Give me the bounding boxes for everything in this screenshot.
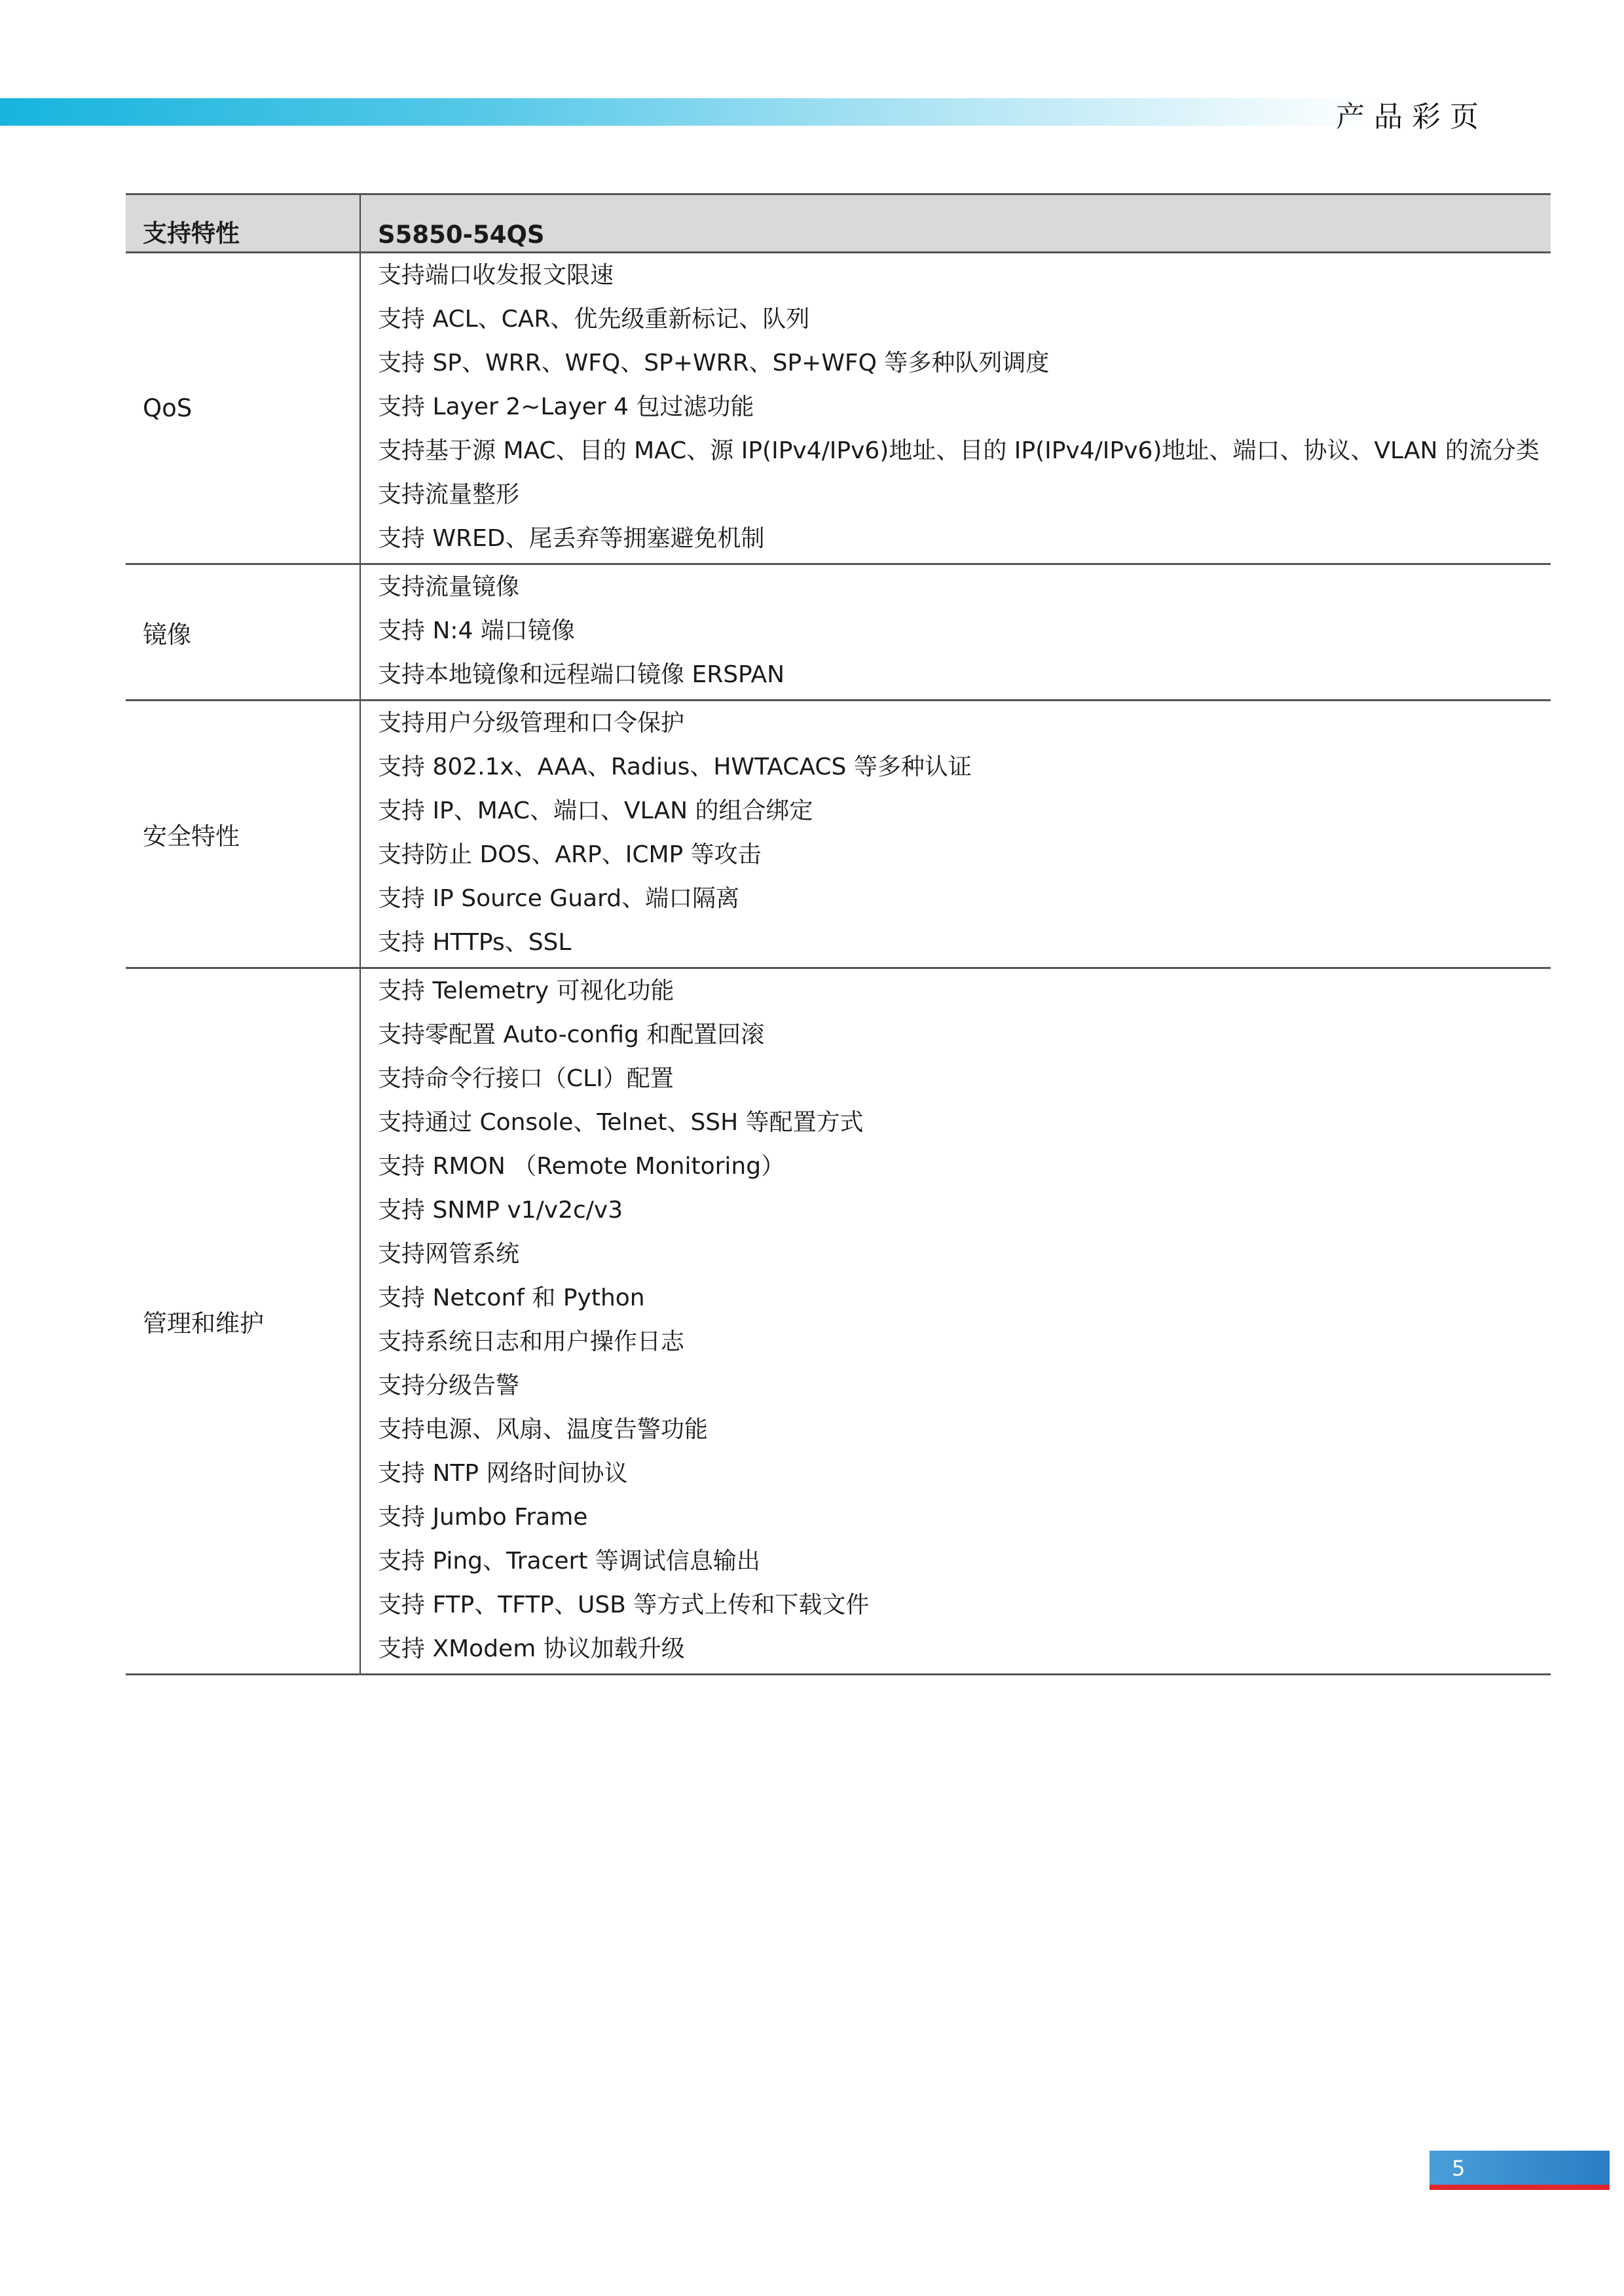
table-row — [126, 253, 1551, 564]
feature-item: 支持 Layer 2~Layer 4 包过滤功能 — [378, 393, 754, 420]
category-cell: 镜像 — [126, 564, 360, 701]
feature-item: 支持 Jumbo Frame — [378, 1504, 588, 1531]
table-header-row — [126, 194, 1551, 253]
feature-item: 支持 N:4 端口镜像 — [378, 617, 575, 644]
feature-item: 支持防止 DOS、ARP、ICMP 等攻击 — [378, 841, 762, 868]
feature-item: 支持 WRED、尾丢弃等拥塞避免机制 — [378, 525, 765, 552]
features-cell — [360, 564, 1551, 701]
feature-item: 支持 Ping、Tracert 等调试信息输出 — [378, 1548, 760, 1575]
feature-item: 支持 802.1x、AAA、Radius、HWTACACS 等多种认证 — [378, 754, 972, 780]
table-row — [126, 564, 1551, 701]
features-cell — [360, 253, 1551, 564]
feature-item: 支持 SNMP v1/v2c/v3 — [378, 1197, 623, 1224]
feature-item: 支持 HTTPs、SSL — [378, 929, 572, 956]
feature-item: 支持 FTP、TFTP、USB 等方式上传和下载文件 — [378, 1592, 870, 1618]
feature-item: 支持零配置 Auto-config 和配置回滚 — [378, 1021, 765, 1048]
table-row — [126, 968, 1551, 1675]
feature-item: 支持 NTP 网络时间协议 — [378, 1460, 628, 1487]
page-number-box — [1430, 2151, 1610, 2185]
feature-item: 支持系统日志和用户操作日志 — [378, 1328, 685, 1355]
category-cell: QoS — [126, 253, 360, 564]
feature-item: 支持端口收发报文限速 — [378, 262, 614, 289]
header-model: S5850-54QS — [360, 194, 1551, 253]
feature-item: 支持 SP、WRR、WFQ、SP+WRR、SP+WFQ 等多种队列调度 — [378, 350, 1050, 376]
feature-item: 支持 ACL、CAR、优先级重新标记、队列 — [378, 306, 810, 333]
feature-item: 支持基于源 MAC、目的 MAC、源 IP(IPv4/IPv6)地址、目的 IP(IPv4/IPv6)地址、端口、协议、VLAN 的流分类 — [378, 437, 1540, 464]
feature-item: 支持 Netconf 和 Python — [378, 1285, 645, 1311]
feature-item: 支持流量整形 — [378, 481, 520, 508]
page-number: 5 — [1452, 2156, 1466, 2181]
features-cell — [360, 968, 1551, 1675]
spec-table — [126, 193, 1551, 1675]
feature-item: 支持 Telemetry 可视化功能 — [378, 977, 674, 1004]
table-row — [126, 701, 1551, 968]
feature-item: 支持命令行接口（CLI）配置 — [378, 1065, 674, 1092]
header-feature: 支持特性 — [126, 194, 360, 253]
brand-title: 产品彩页 — [1336, 100, 1488, 134]
feature-item: 支持通过 Console、Telnet、SSH 等配置方式 — [378, 1109, 864, 1136]
feature-item: 支持 IP、MAC、端口、VLAN 的组合绑定 — [378, 797, 813, 824]
feature-item: 支持用户分级管理和口令保护 — [378, 710, 685, 737]
spec-body — [126, 253, 1551, 1675]
feature-item: 支持电源、风扇、温度告警功能 — [378, 1416, 709, 1443]
features-cell — [360, 701, 1551, 968]
feature-item: 支持 IP Source Guard、端口隔离 — [378, 885, 740, 912]
category-cell: 管理和维护 — [126, 968, 360, 1675]
feature-item: 支持 RMON （Remote Monitoring） — [378, 1153, 785, 1180]
feature-item: 支持流量镜像 — [378, 574, 520, 600]
feature-item: 支持网管系统 — [378, 1241, 520, 1267]
header-gradient-bar — [0, 98, 1375, 126]
category-cell: 安全特性 — [126, 701, 360, 968]
feature-item: 支持 XModem 协议加载升级 — [378, 1635, 685, 1662]
feature-item: 支持本地镜像和远程端口镜像 ERSPAN — [378, 661, 785, 688]
feature-item: 支持分级告警 — [378, 1372, 520, 1399]
page-accent-line — [1430, 2185, 1610, 2190]
